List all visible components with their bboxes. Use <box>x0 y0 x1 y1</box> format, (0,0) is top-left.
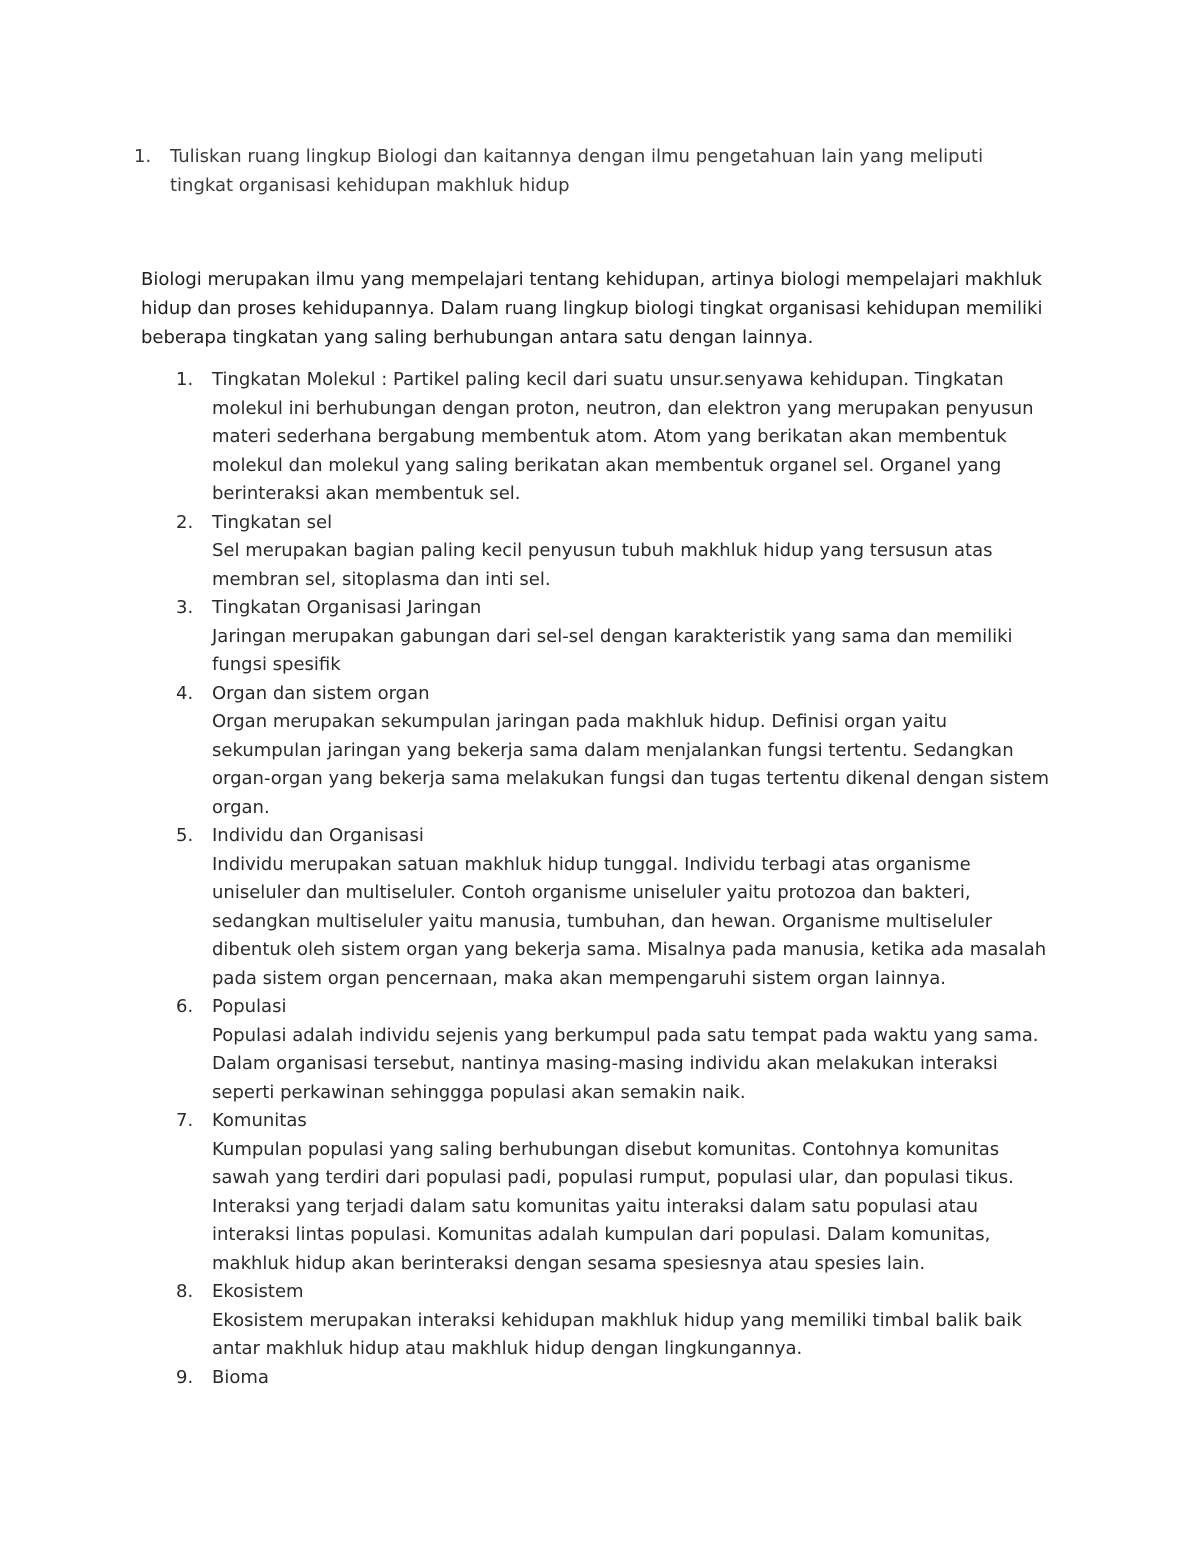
list-item-number: 3. <box>176 597 194 618</box>
list-item-title: Tingkatan sel <box>212 511 333 533</box>
list-item-number: 5. <box>176 825 194 846</box>
list-item-number: 6. <box>176 996 194 1017</box>
list-item-title: Populasi <box>212 996 287 1017</box>
list-item-number: 4. <box>176 682 194 704</box>
list-item-title: Tingkatan Molekul : Partikel paling kecil dari suatu unsur.senyawa kehidupan. Tingkatan molekul ini berhubungan dengan proton, neutron, dan elektron yang merupakan penyusun materi sederhana bergabung membentuk atom. Atom yang berikatan akan membentuk molekul dan molekul yang saling berikatan akan membentuk organel sel. Organel yang berinteraksi akan membentuk sel. <box>212 369 1034 504</box>
list-item <box>176 509 1056 595</box>
list-item <box>176 366 1056 509</box>
list-item-title: Tingkatan Organisasi Jaringan <box>212 597 482 618</box>
list-item-number: 7. <box>176 1110 194 1131</box>
list-item-description: Individu merupakan satuan makhluk hidup tunggal. Individu terbagi atas organisme uniseluler dan multiseluler. Contoh organisme uniseluler yaitu protozoa dan bakteri, sedangkan multiseluler yaitu manusia, tumbuhan, dan hewan. Organisme multiseluler dibentuk oleh sistem organ yang bekerja sama. Misalnya pada manusia, ketika ada masalah pada sistem organ pencernaan, maka akan mempengaruhi sistem organ lainnya. <box>212 853 1047 989</box>
list-item <box>176 1364 1056 1393</box>
list-item <box>176 594 1056 680</box>
list-item-title: Komunitas <box>212 1110 307 1131</box>
list-item-title: Bioma <box>212 1366 269 1388</box>
question-number: 1. <box>134 146 152 167</box>
list-item-number: 1. <box>176 369 194 390</box>
list-item <box>176 680 1056 823</box>
list-item-number: 9. <box>176 1366 194 1388</box>
question-item <box>134 143 1034 200</box>
list-item-title: Organ dan sistem organ <box>212 682 430 704</box>
list-item-description: Kumpulan populasi yang saling berhubungan disebut komunitas. Contohnya komunitas sawah yang terdiri dari populasi padi, populasi rumput, populasi ular, dan populasi tikus. Interaksi yang terjadi dalam satu komunitas yaitu interaksi dalam satu populasi atau interaksi lintas populasi. Komunitas adalah kumpulan dari populasi. Dalam komunitas, makhluk hidup akan berinteraksi dengan sesama spesiesnya atau spesies lain. <box>212 1138 1014 1274</box>
list-item-title: Ekosistem <box>212 1281 304 1302</box>
list-item <box>176 993 1056 1107</box>
list-item-description: Organ merupakan sekumpulan jaringan pada makhluk hidup. Definisi organ yaitu sekumpulan jaringan yang bekerja sama dalam menjalankan fungsi tertentu. Sedangkan organ-organ yang bekerja sama melakukan fungsi dan tugas tertentu dikenal dengan sistem organ. <box>212 711 1050 818</box>
list-item-description: Jaringan merupakan gabungan dari sel-sel dengan karakteristik yang sama dan memiliki fungsi spesifik <box>212 625 1013 675</box>
list-item <box>176 1278 1056 1364</box>
list-item-description: Populasi adalah individu sejenis yang berkumpul pada satu tempat pada waktu yang sama. Dalam organisasi tersebut, nantinya masing-masing individu akan melakukan interaksi seperti perkawinan sehinggga populasi akan semakin naik. <box>212 1024 1039 1103</box>
organization-levels-list <box>176 366 1056 1392</box>
list-item-number: 8. <box>176 1281 194 1302</box>
list-item <box>176 822 1056 993</box>
question-text: Tuliskan ruang lingkup Biologi dan kaitannya dengan ilmu pengetahuan lain yang meliputi tingkat organisasi kehidupan makhluk hidup <box>170 146 984 196</box>
intro-paragraph: Biologi merupakan ilmu yang mempelajari tentang kehidupan, artinya biologi mempelajari makhluk hidup dan proses kehidupannya. Dalam ruang lingkup biologi tingkat organisasi kehidupan memiliki beberapa tingkatan yang saling berhubungan antara satu dengan lainnya. <box>141 269 1043 348</box>
list-item-number: 2. <box>176 511 194 533</box>
list-item <box>176 1107 1056 1278</box>
list-item-description: Ekosistem merupakan interaksi kehidupan makhluk hidup yang memiliki timbal balik baik antar makhluk hidup atau makhluk hidup dengan lingkungannya. <box>212 1309 1022 1359</box>
list-item-description: Sel merupakan bagian paling kecil penyusun tubuh makhluk hidup yang tersusun atas membran sel, sitoplasma dan inti sel. <box>212 540 993 590</box>
list-item-title: Individu dan Organisasi <box>212 825 424 846</box>
